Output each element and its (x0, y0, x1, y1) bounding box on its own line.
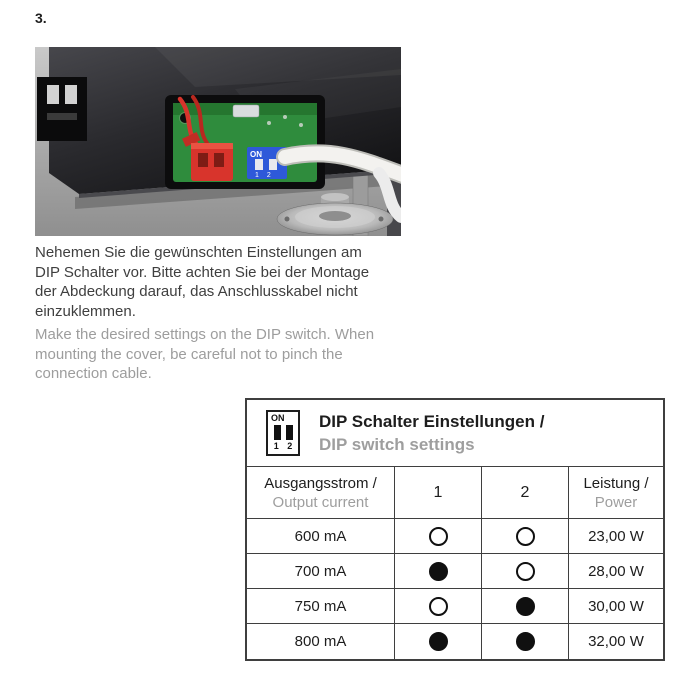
header-current-english: Output current (272, 493, 369, 511)
header-current-german: Ausgangsstrom / (264, 474, 377, 492)
cell-switch-2 (482, 624, 569, 659)
pcb-opening (165, 95, 325, 189)
header-power (569, 467, 663, 518)
header-switch-1: 1 (395, 467, 482, 518)
dip-icon-levers (274, 425, 293, 440)
instructions-english-line: Make the desired settings on the DIP switch. When (35, 326, 375, 343)
instructions-english (35, 325, 435, 384)
table-row (247, 554, 663, 589)
cell-power: 32,00 W (588, 633, 644, 650)
table-row (247, 519, 663, 554)
cell-switch-1 (395, 519, 482, 553)
dip-lever-1 (274, 425, 281, 440)
table-title-cell (319, 410, 663, 456)
photo-dip-numbers: 1 2 (255, 172, 274, 179)
instructions-english-line: connection cable. (35, 365, 152, 382)
dip-state-circle (429, 527, 448, 546)
device-photo (35, 47, 401, 236)
header-power-english: Power (594, 493, 638, 511)
cell-switch-1 (395, 554, 482, 588)
pcb-button (233, 105, 259, 117)
cell-switch-2 (482, 554, 569, 588)
instructions-german (35, 243, 435, 321)
table-header-row (247, 467, 663, 519)
table-row (247, 624, 663, 659)
instructions-english-line: mounting the cover, be careful not to pinch the (35, 345, 343, 363)
step-number: 3. (35, 10, 47, 26)
cell-power: 30,00 W (588, 597, 644, 615)
cell-switch-1 (395, 624, 482, 659)
dip-state-circle (516, 632, 535, 651)
table-title-german: DIP Schalter Einstellungen / (319, 412, 545, 431)
table-row (247, 589, 663, 624)
header-switch-2: 2 (482, 467, 569, 518)
instructions-german-line: der Abdeckung darauf, das Anschlusskabel nicht (35, 283, 358, 300)
header-output-current (247, 467, 395, 518)
cell-switch-2 (482, 589, 569, 623)
mounting-bracket (37, 77, 87, 141)
dip-state-circle (516, 562, 535, 581)
dip-settings-table (245, 398, 665, 661)
instructions-block (35, 243, 435, 384)
header-power-german: Leistung / (583, 474, 649, 492)
cell-current: 800 mA (247, 624, 395, 659)
cell-power: 23,00 W (588, 527, 644, 545)
cell-current: 700 mA (247, 554, 395, 588)
cell-power: 28,00 W (588, 562, 644, 580)
table-title-english: DIP switch settings (319, 435, 475, 454)
cell-switch-1 (395, 589, 482, 623)
instructions-german-line: DIP Schalter vor. Bitte achten Sie bei der Montage (35, 263, 370, 281)
dip-lever-2 (286, 425, 293, 440)
dip-state-circle (429, 632, 448, 651)
device-photo-svg (35, 47, 401, 236)
dip-state-circle (429, 562, 448, 581)
dip-state-circle (516, 597, 535, 616)
dip-icon-on-label: ON (271, 413, 285, 423)
instructions-german-line: Nehemen Sie die gewünschten Einstellungen am (35, 244, 362, 261)
table-icon-cell (247, 410, 319, 456)
cell-switch-2 (482, 519, 569, 553)
table-title-row (247, 400, 663, 467)
dip-icon-numbers: 1 2 (273, 441, 296, 451)
instructions-german-line: einzuklemmen. (35, 302, 136, 320)
dip-state-circle (516, 527, 535, 546)
dip-state-circle (429, 597, 448, 616)
photo-dip-on-label: ON (250, 150, 262, 159)
cell-current: 750 mA (247, 589, 395, 623)
cell-current: 600 mA (247, 519, 395, 553)
dip-switch-icon (266, 410, 300, 456)
